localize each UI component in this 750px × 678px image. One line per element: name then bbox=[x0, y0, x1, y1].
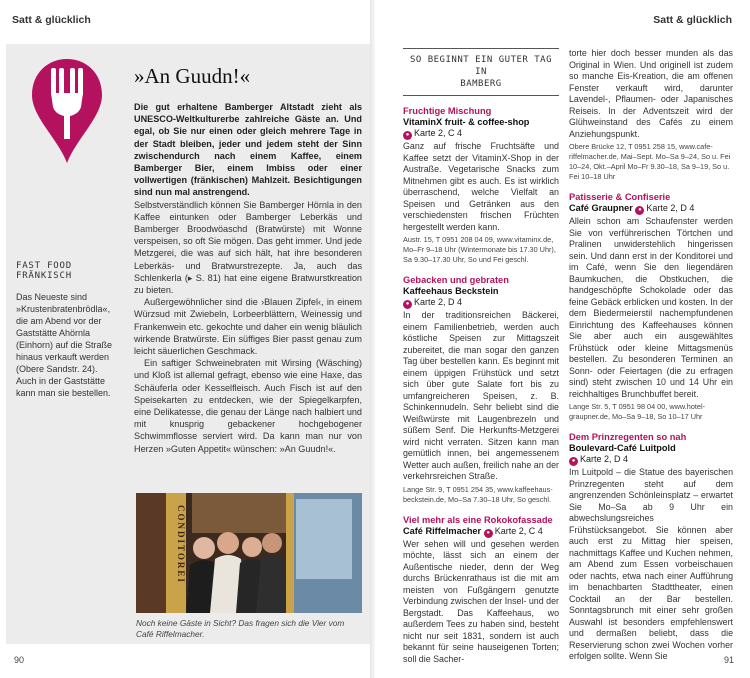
photo-caption: Noch keine Gäste in Sicht? Das fragen sich die Vier vom Café Riffelmacher. bbox=[136, 618, 345, 639]
map-ref-text: Karte 2, D 4 bbox=[580, 454, 629, 464]
article-paragraph: Selbstverständlich können Sie Bamberger Hörnla in den Kaffee eintunken oder Bamberger Leberkäs und Bamberger Broodwöaschd (Bratwürste) mit Wonne verspeisen, so oft Sie mögen. Das geht immer. Und jede Metzgerei, die was auf sich hält, hat ihre besonderen Leberkäs- und Bratwurstrezepte. Ja, auch das Schlenkerla (▸ S. 81) hat eine eigene Bratwurstkreation zu bieten. bbox=[134, 199, 362, 296]
entry-beckstein bbox=[403, 275, 559, 505]
map-ref-text: Karte 2, C 4 bbox=[494, 525, 543, 536]
map-ref bbox=[403, 128, 559, 140]
section-banner bbox=[403, 48, 559, 96]
map-ref bbox=[569, 454, 733, 466]
banner-line2: BAMBERG bbox=[460, 79, 502, 89]
article-paragraph: Außergewöhnlicher sind die ›Blauen Zipfel‹, in einem Würzsud mit Zwiebeln, Lorbeerblättern, Weinessig und Frankenwein etc. gekochte und daher ein wenig bläulich wirkende Bratwürste. Ein süffiges Bier passt genau zum leicht säuerlichen Geschmack. bbox=[134, 297, 362, 357]
map-pin-icon: ● bbox=[403, 300, 412, 309]
map-pin-icon: ● bbox=[635, 206, 644, 215]
entry-heading: Viel mehr als eine Rokokofassade bbox=[403, 514, 553, 525]
entry-address: Lange Str. 9, T 0951 254 35, www.kaffeehaus-beckstein.de, Mo–Sa 7.30–18 Uhr, So geschl. bbox=[403, 484, 553, 504]
map-ref-text: Karte 2, C 4 bbox=[414, 128, 463, 138]
venue-name: Boulevard-Café Luitpold bbox=[569, 443, 676, 453]
entry-description: torte hier doch besser munden als das Original in Wien. Und originell ist zudem so manche Eis-Kreation, die am offenen Fenster verkauft wird, darunter Lavendel-, Pflaumen- oder Japanisches Reiseis. In der Adventszeit wird der Glühweinstand des Cafés zu einem Anziehungspunkt. bbox=[569, 48, 733, 139]
running-head-right: Satt & glücklich bbox=[653, 14, 732, 26]
venue-name-text: Café Graupner bbox=[569, 203, 633, 213]
sidebar-text: Das Neueste sind »Krustenbratenbrödla«, die am Abend vor der Gaststätte Ahörnla (Einhorn) auf die Straße hinaus verkauft werden (Obere Sandstr. 24). Auch in der Gaststätte kann man sie bestellen. bbox=[16, 292, 113, 398]
page-number-right: 91 bbox=[723, 655, 734, 665]
map-pin-icon: ● bbox=[403, 131, 412, 140]
entry-heading: Dem Prinzregenten so nah bbox=[569, 432, 687, 442]
photo-sign: CONDITOREI bbox=[176, 505, 186, 584]
entry-address: Lange Str. 5, T 0951 98 04 00, www.hotel-graupner.de, Mo–Sa 9–18, So 10–17 Uhr bbox=[569, 402, 706, 421]
map-ref-text: Karte 2, D 4 bbox=[414, 297, 463, 307]
venue-name: Kaffeehaus Beckstein bbox=[403, 286, 499, 296]
venue-name-text: Café Riffelmacher bbox=[403, 525, 482, 536]
sidebar bbox=[16, 55, 120, 399]
venue-name bbox=[403, 526, 559, 538]
entry-vitaminx bbox=[403, 106, 559, 265]
cafe-photo bbox=[136, 493, 362, 613]
page-number-left: 90 bbox=[14, 655, 25, 665]
entry-riffelmacher bbox=[403, 515, 559, 666]
entry-heading: Patisserie & Confiserie bbox=[569, 192, 671, 202]
article-title: »An Guudn!« bbox=[134, 64, 251, 88]
entry-heading: Fruchtige Mischung bbox=[403, 106, 492, 116]
map-pin-icon: ● bbox=[484, 529, 493, 538]
entry-description: Im Luitpold – die Statue des bayerischen Prinzregenten steht auf dem angrenzenden Schönleinsplatz – erwartet Sie Mo–Sa ab 9 Uhr ein abwechslungsreiches Frühstücksangebot. Sie können aber auch erst zu Mittag hier speisen, nachmittags Kaffee und Kuchen nehmen, am Abend zum Essen vorbeischauen oder nachts, etwa nach einer Aufführung im benachbarten Stadttheater, einen Cocktail an der Bar bestellen. Sonntagsbrunch mit einer sehr großen Auswahl ist besonders empfehlenswert und dermaßen beliebt, dass die Reservierung schon zwei Wochen vorher erfolgen sollte. Wenn Sie bbox=[569, 467, 733, 661]
article-paragraph: Ein saftiger Schweinebraten mit Wirsing (Wäsching) und Kloß ist allemal gefragt, ebenso wie eine Haxe, das Schäuferla oder Kesselfleisch. Auch Fisch ist auf den Speisekarten zu entdecken, wie der Spiegelkarpfen, eine Delikatesse, die genau der Länge nach halbiert und mit knusprig gebackener hochgebogener Schwimmflosse serviert wird. Da kann man nur von Herzen »Guten Appetit« wünschen: »An Guudn!«. bbox=[134, 358, 362, 454]
entry-riffelmacher-cont bbox=[569, 48, 733, 182]
sidebar-heading: FAST FOOD FRÄNKISCH bbox=[16, 261, 72, 281]
entry-description: In der traditionsreichen Bäckerei, einem Familienbetrieb, werden auch köstliche Speisen zur Mittagszeit zubereitet, die man sogar den ganzen Tag über bestellen kann. Es beginnt mit einem üppigen Frühstück und setzt sich über gute Salate fort bis zu umfangreicheren Speisen, z. B. Schinkennudeln. Sehr beliebt sind die Weißwürste mit Laugenbrezeln und süßem Senf. Die Herkunfts-Metzgerei wird nicht verraten. Sitzen kann man gemütlich innen, bei angemessenem Wetter auch außen, freilich nahe an der verkehrsreichen Straße. bbox=[403, 310, 559, 481]
entry-heading: Gebacken und gebraten bbox=[403, 275, 509, 285]
entry-description: Ganz auf frische Fruchtsäfte und Kaffee setzt der VitaminX-Shop in der Austraße. Vegetarische Snacks zum Mitnehmen gibt es auch. Es ist wirklich überraschend, welche Vielfalt an Speisen und Getränken aus den verschiedensten frischen Früchten hergestellt werden kann. bbox=[403, 141, 559, 232]
fork-icon bbox=[24, 55, 110, 165]
column-a bbox=[403, 48, 559, 665]
map-ref bbox=[403, 297, 559, 309]
entry-address: Austr. 15, T 0951 208 04 09, www.vitaminx.de, Mo–Fr 9–18 Uhr (Wintermonate bis 17.30 Uhr), Sa 9.30–17.30 Uhr, So und Fei geschl. bbox=[403, 235, 556, 264]
article bbox=[134, 64, 362, 455]
entry-description: Wer sehen will und gesehen werden möchte, lässt sich an einem der Außentische nieder, denn der Weg durchs Brückenrathaus ist die mit am meisten von Fußgängern genutzte Verbindung zwischen der Insel- und der Bergstadt. Das Kaffeehaus, wo außerdem Tees zu haben sind, besteht nicht nur seit 1831, sondern ist auch bekannt für seine hauseigenen Torten; soll die Sacher- bbox=[403, 538, 559, 664]
article-lead: Die gut erhaltene Bamberger Altstadt zieht als UNESCO-Weltkulturerbe zahlreiche Gäste an. Und egal, ob Sie nur einen oder gleich mehrere Tage in der Stadt bleiben, jeder und jedem steht der Sinn zwischendurch nach einem Kaffee, einem Bamberger Bier, einem Imbiss oder einer vollwertigen (fränkischen) Mahlzeit. Besichtigungen sind nun mal anstrengend. bbox=[134, 102, 362, 198]
article-body bbox=[134, 199, 362, 455]
banner-line1: SO BEGINNT EIN GUTER TAG IN bbox=[409, 55, 553, 77]
venue-name: VitaminX fruit- & coffee-shop bbox=[403, 117, 530, 127]
entry-description: Allein schon am Schaufenster werden Sie von verführerischen Törtchen und Pralinen unwiderstehlich hingerissen sein. Und dann erst in der Konditorei und im Café, wenn Sie den liegendären Baumkuchen, die Obstkuchen, die handgeschöpfte Schokolade oder das feine Gebäck erblicken und kosten. In der dem Biedermeierstil nachempfundenen Einrichtung des Kaffeehauses können Sie aber auch ein ausgewähltes Frühstück oder kleine Mittagsmenüs bestellen. Zu besonderen Terminen an Sonn- oder Feiertagen (die zu erfragen sind) steht zwischen 10 und 14 Uhr ein reichhaltiges Brunchbuffet bereit. bbox=[569, 216, 733, 399]
running-head-left: Satt & glücklich bbox=[12, 14, 91, 26]
column-b bbox=[569, 48, 733, 663]
map-ref-text: Karte 2, D 4 bbox=[646, 203, 695, 213]
entry-address: Obere Brücke 12, T 0951 258 15, www.cafe-riffelmacher.de, Mai–Sept. Mo–Sa 9–24, So u. Fei 10–24, Okt.–April Mo–Fr 9.30–18, Sa 9–19, So u. Fei 10–18 Uhr bbox=[569, 142, 731, 181]
entry-graupner bbox=[569, 192, 733, 422]
map-pin-icon: ● bbox=[569, 457, 578, 466]
venue-name bbox=[569, 203, 733, 215]
entry-luitpold bbox=[569, 432, 733, 663]
